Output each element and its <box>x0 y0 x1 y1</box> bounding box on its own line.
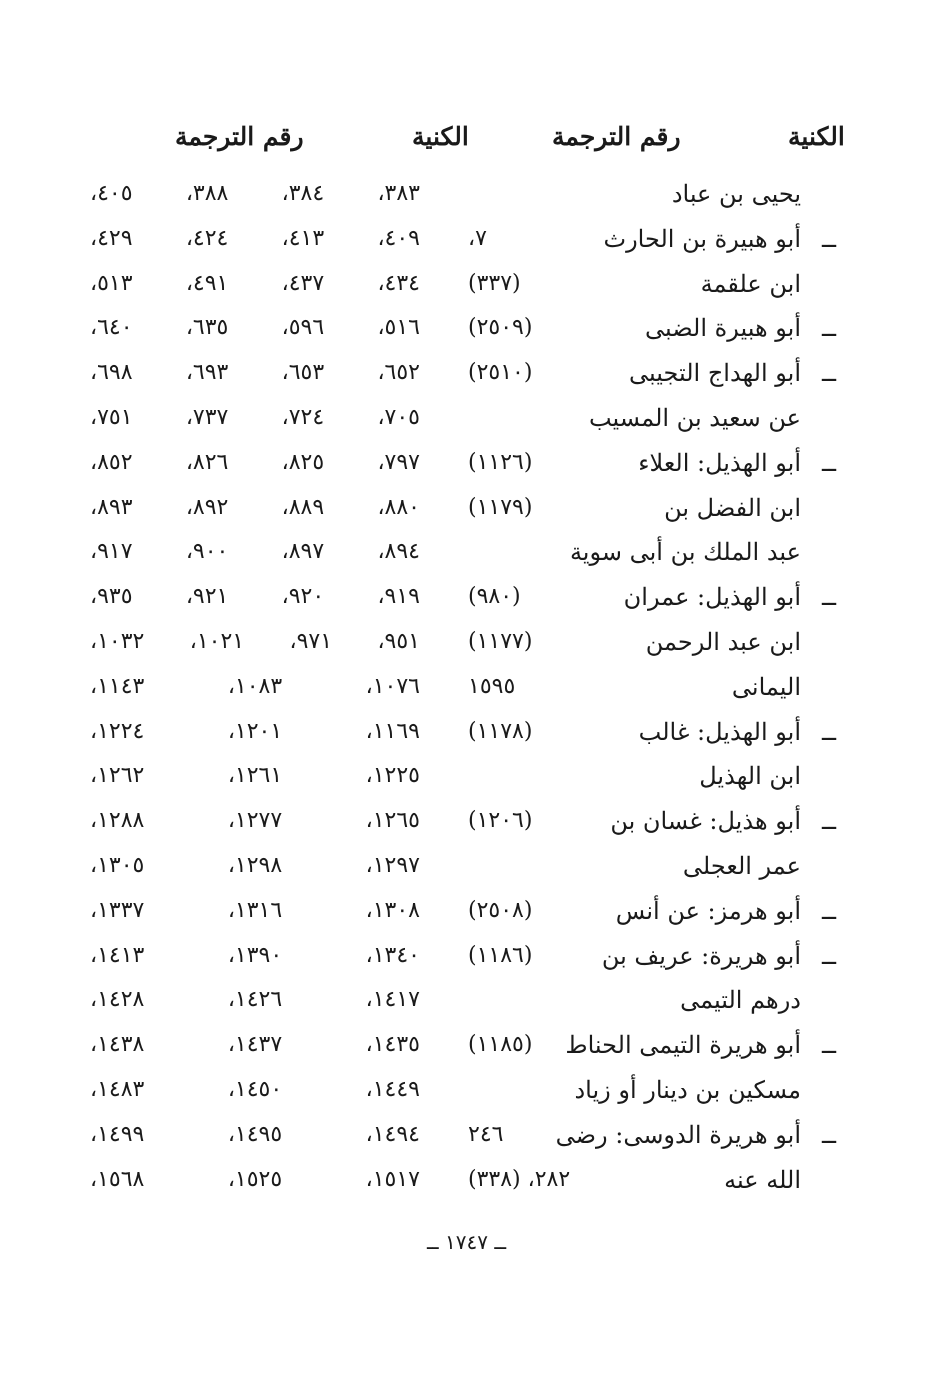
entry-dash <box>814 400 844 436</box>
translation-number <box>468 844 618 888</box>
entry-dash: ــ <box>821 314 837 343</box>
header-kunya-left: الكنية <box>412 122 469 151</box>
entry-dash: ــ <box>821 359 837 388</box>
entry-dash: ــ <box>821 1120 837 1149</box>
index-row <box>0 665 933 709</box>
entry-dash <box>814 534 844 570</box>
page-number: ــ ١٧٤٧ ــ <box>426 1230 507 1254</box>
translation-number: (٢٥٠٨) <box>468 897 533 923</box>
entry-dash: ــ <box>821 807 837 836</box>
kunya-name: درهم التيمى <box>680 986 801 1015</box>
translation-numbers-list: ١١٦٩، ١٢٠١، ١٢٢٤، <box>90 718 420 744</box>
entry-dash: ــ <box>821 448 837 477</box>
entry-dash <box>814 669 844 705</box>
kunya-name: أبو الهداج التجيبى <box>628 359 801 388</box>
kunya-name: أبو الهذيل: عمران <box>623 583 801 612</box>
index-row <box>0 934 933 978</box>
translation-number: (١١٧٩) <box>468 494 533 520</box>
index-row <box>0 351 933 395</box>
translation-number: (٢٥١٠) <box>468 360 533 386</box>
translation-number: (٣٣٧) <box>468 270 521 296</box>
index-row <box>0 1113 933 1157</box>
kunya-name: أبو الهذيل: العلاء <box>638 448 801 477</box>
kunya-name: عبد الملك بن أبى سوية <box>569 538 801 567</box>
kunya-name: الله عنه <box>724 1165 801 1194</box>
translation-number: ٢٤٦ <box>468 1121 504 1147</box>
translation-number: (١١٧٧) <box>468 629 533 654</box>
kunya-name: اليمانى <box>731 672 801 701</box>
column-headers <box>80 122 845 162</box>
translation-numbers-list: ٤٠٩، ٤١٣، ٤٢٤، ٤٢٩، <box>90 225 420 251</box>
translation-numbers-list: ١٤٣٥، ١٤٣٧، ١٤٣٨، <box>90 1032 420 1058</box>
translation-numbers-list: ١٤٩٤، ١٤٩٥، ١٤٩٩، <box>90 1121 420 1147</box>
kunya-name: مسكين بن دينار أو زياد <box>574 1076 801 1104</box>
index-row <box>0 306 933 350</box>
index-row <box>0 844 933 888</box>
index-row <box>0 172 933 216</box>
translation-numbers-list: ٩٥١، ٩٧١، ١٠٢١، ١٠٣٢، <box>90 629 420 654</box>
translation-numbers-list: ٧٩٧، ٨٢٥، ٨٢٦، ٨٥٢، <box>90 449 420 475</box>
kunya-name: أبو الهذيل: غالب <box>638 717 801 746</box>
index-row <box>0 262 933 306</box>
kunya-name: عن سعيد بن المسيب <box>588 404 801 432</box>
entry-dash: ــ <box>821 583 837 612</box>
translation-number: (٩٨٠) <box>468 584 521 610</box>
translation-number <box>468 172 618 216</box>
header-number-right: رقم الترجمة <box>552 122 681 151</box>
index-row <box>0 799 933 843</box>
entry-dash <box>814 490 844 526</box>
entry-dash: ــ <box>821 896 837 925</box>
entry-dash <box>814 176 844 212</box>
kunya-name: أبو هريرة: عريف بن <box>601 941 801 970</box>
translation-number: ١٥٩٥ <box>468 673 516 699</box>
entry-dash <box>814 982 844 1018</box>
translation-number: (٢٥٠٩) <box>468 315 533 341</box>
translation-number: (١١٨٦) <box>468 942 533 968</box>
translation-numbers-list: ١٢٩٧، ١٢٩٨، ١٣٠٥، <box>90 853 420 878</box>
translation-number: (١١٢٦) <box>468 449 533 475</box>
translation-numbers-list: ٨٩٤، ٨٩٧، ٩٠٠، ٩١٧، <box>90 539 420 565</box>
translation-numbers-list: ١٠٧٦، ١٠٨٣، ١١٤٣، <box>90 673 420 699</box>
index-row <box>0 1023 933 1067</box>
translation-numbers-list: ١٥١٧، ١٥٢٥، ١٥٦٨، <box>90 1166 420 1192</box>
kunya-name: أبو هذيل: غسان بن <box>610 807 801 836</box>
index-row <box>0 441 933 485</box>
entry-dash: ــ <box>821 1031 837 1060</box>
kunya-name: أبو هرمز: عن أنس <box>615 896 801 925</box>
translation-number <box>468 978 618 1022</box>
index-row <box>0 978 933 1022</box>
index-row <box>0 1068 933 1112</box>
translation-number: ٧، <box>468 225 487 251</box>
kunya-name: أبو هريرة التيمى الحناط <box>565 1031 801 1060</box>
index-row <box>0 889 933 933</box>
header-number-left: رقم الترجمة <box>175 122 304 151</box>
index-row <box>0 1158 933 1202</box>
translation-numbers-list: ٩١٩، ٩٢٠، ٩٢١، ٩٣٥، <box>90 584 420 610</box>
kunya-name: ابن الفضل بن <box>664 493 801 522</box>
kunya-name: ابن علقمة <box>700 269 801 298</box>
translation-number: (١١٨٥) <box>468 1032 533 1058</box>
translation-numbers-list: ٣٨٣، ٣٨٤، ٣٨٨، ٤٠٥، <box>90 181 420 206</box>
index-row <box>0 530 933 574</box>
kunya-name: أبو هريرة الدوسى: رضى <box>555 1120 801 1149</box>
index-row <box>0 620 933 664</box>
entry-dash <box>814 266 844 302</box>
index-row <box>0 710 933 754</box>
translation-numbers-list: ١٢٢٥، ١٢٦١، ١٢٦٢، <box>90 763 420 789</box>
translation-numbers-list: ٥١٦، ٥٩٦، ٦٣٥، ٦٤٠، <box>90 315 420 341</box>
translation-numbers-list: ١٤١٧، ١٤٢٦، ١٤٢٨، <box>90 987 420 1013</box>
index-row <box>0 217 933 261</box>
entry-dash <box>814 1162 844 1198</box>
translation-numbers-list: ١٤٤٩، ١٤٥٠، ١٤٨٣، <box>90 1077 420 1102</box>
translation-number <box>468 754 618 798</box>
translation-number <box>468 1068 618 1112</box>
kunya-name: يحيى بن عباد <box>671 180 801 208</box>
kunya-name: ابن الهذيل <box>699 762 801 791</box>
entry-dash: ــ <box>821 224 837 253</box>
translation-number <box>468 530 618 574</box>
translation-number: (١١٧٨) <box>468 718 533 744</box>
translation-number <box>468 396 618 440</box>
entry-dash <box>814 848 844 884</box>
entry-dash <box>814 1072 844 1108</box>
index-row <box>0 575 933 619</box>
translation-number: ٢٨٢، (٣٣٨) <box>468 1166 571 1192</box>
entry-dash: ــ <box>821 717 837 746</box>
translation-numbers-list: ٧٠٥، ٧٢٤، ٧٣٧، ٧٥١، <box>90 405 420 430</box>
header-kunya-right: الكنية <box>788 122 845 151</box>
index-row <box>0 396 933 440</box>
translation-numbers-list: ٨٨٠، ٨٨٩، ٨٩٢، ٨٩٣، <box>90 494 420 520</box>
index-row <box>0 754 933 798</box>
kunya-name: أبو هبيرة الضبى <box>645 314 801 343</box>
entry-dash <box>814 624 844 660</box>
kunya-name: ابن عبد الرحمن <box>645 628 801 656</box>
translation-numbers-list: ٦٥٢، ٦٥٣، ٦٩٣، ٦٩٨، <box>90 360 420 386</box>
kunya-name: عمر العجلى <box>682 852 801 880</box>
translation-numbers-list: ٤٣٤، ٤٣٧، ٤٩١، ٥١٣، <box>90 270 420 296</box>
entry-dash: ــ <box>821 941 837 970</box>
translation-number: (١٢٠٦) <box>468 808 533 834</box>
kunya-name: أبو هبيرة بن الحارث <box>603 224 801 253</box>
index-row <box>0 486 933 530</box>
translation-numbers-list: ١٣٠٨، ١٣١٦، ١٣٣٧، <box>90 897 420 923</box>
translation-numbers-list: ١٣٤٠، ١٣٩٠، ١٤١٣، <box>90 942 420 968</box>
entry-dash <box>814 758 844 794</box>
translation-numbers-list: ١٢٦٥، ١٢٧٧، ١٢٨٨، <box>90 808 420 834</box>
